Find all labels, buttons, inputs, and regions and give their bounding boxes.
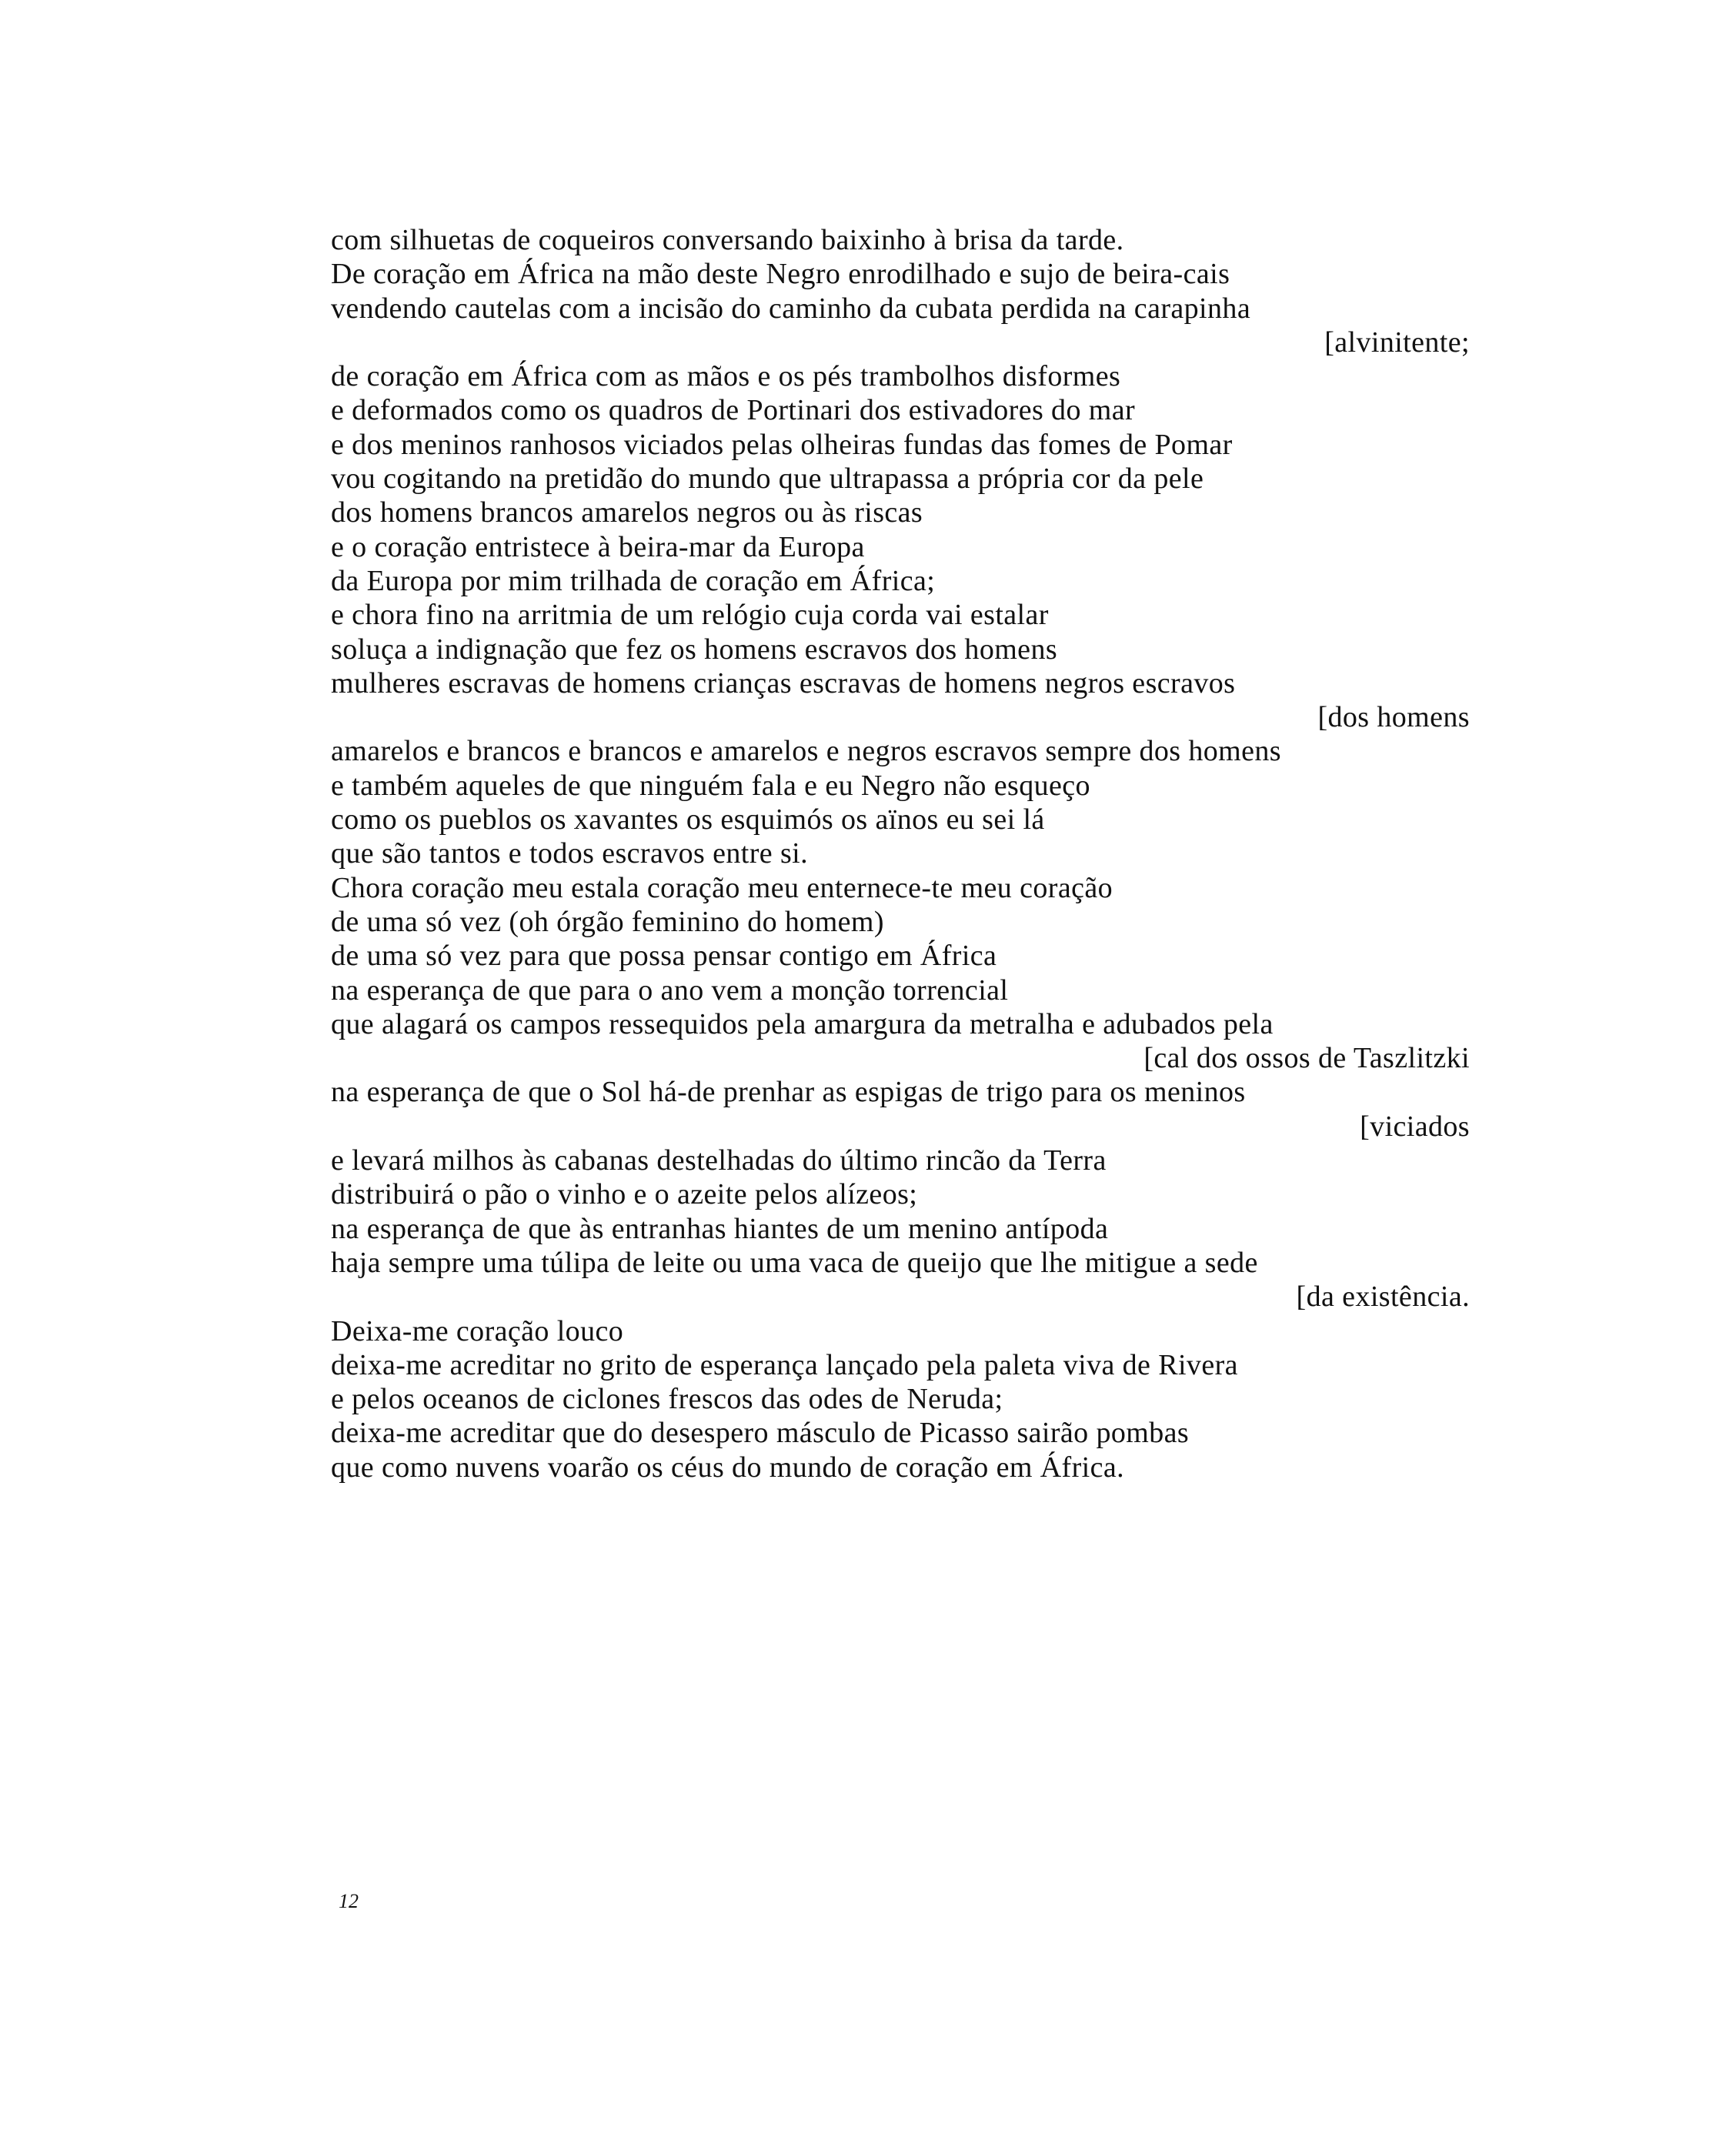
poem-line: mulheres escravas de homens crianças escravas de homens negros escravos — [331, 666, 1236, 700]
poem-line: que como nuvens voarão os céus do mundo de coração em África. — [331, 1451, 1125, 1484]
poem-line-continuation: [alvinitente; — [1324, 326, 1470, 359]
poem-line: Chora coração meu estala coração meu enternece-te meu coração — [331, 871, 1113, 904]
poem-line: dos homens brancos amarelos negros ou às riscas — [331, 496, 923, 529]
poem-line: amarelos e brancos e brancos e amarelos e negros escravos sempre dos homens — [331, 735, 1281, 768]
poem-line: Deixa-me coração louco — [331, 1314, 624, 1347]
poem-line-continuation: [viciados — [1360, 1110, 1470, 1143]
poem-line: de uma só vez (oh órgão feminino do homem) — [331, 905, 884, 938]
poem-line: na esperança de que para o ano vem a monção torrencial — [331, 973, 1009, 1007]
poem-line: na esperança de que o Sol há-de prenhar as espigas de trigo para os meninos — [331, 1076, 1246, 1109]
poem-line: De coração em África na mão deste Negro enrodilhado e sujo de beira-cais — [331, 258, 1230, 291]
poem-line: deixa-me acreditar no grito de esperança lançado pela paleta viva de Rivera — [331, 1348, 1238, 1381]
poem-line: e dos meninos ranhosos viciados pelas olheiras fundas das fomes de Pomar — [331, 428, 1233, 461]
poem-line: como os pueblos os xavantes os esquimós os aïnos eu sei lá — [331, 803, 1045, 836]
poem-line: com silhuetas de coqueiros conversando baixinho à brisa da tarde. — [331, 224, 1124, 256]
poem-line: que são tantos e todos escravos entre si. — [331, 837, 809, 870]
poem-line-continuation: [cal dos ossos de Taszlitzki — [1143, 1042, 1470, 1075]
poem-line: vendendo cautelas com a incisão do caminho da cubata perdida na carapinha — [331, 292, 1251, 325]
poem-line: e chora fino na arritmia de um relógio cuja corda vai estalar — [331, 599, 1049, 632]
poem-line: que alagará os campos ressequidos pela amargura da metralha e adubados pela — [331, 1007, 1274, 1040]
poem-body — [331, 223, 1470, 1484]
poem-line: e deformados como os quadros de Portinari dos estivadores do mar — [331, 394, 1136, 427]
poem-line: e o coração entristece à beira-mar da Europa — [331, 530, 865, 563]
page-number: 12 — [339, 1890, 359, 1912]
poem-line: vou cogitando na pretidão do mundo que ultrapassa a própria cor da pele — [331, 462, 1204, 496]
poem-line-continuation: [dos homens — [1317, 701, 1470, 734]
poem-line: e pelos oceanos de ciclones frescos das odes de Neruda; — [331, 1383, 1003, 1416]
poem-line: deixa-me acreditar que do desespero másculo de Picasso sairão pombas — [331, 1417, 1190, 1450]
poem-line: soluça a indignação que fez os homens escravos dos homens — [331, 633, 1058, 666]
poem-line: da Europa por mim trilhada de coração em África; — [331, 564, 936, 597]
poem-line-continuation: [da existência. — [1296, 1281, 1470, 1314]
poem-line: haja sempre uma túlipa de leite ou uma vaca de queijo que lhe mitigue a sede — [331, 1246, 1258, 1279]
poem-line: e também aqueles de que ninguém fala e eu Negro não esqueço — [331, 769, 1090, 802]
poem-line: de uma só vez para que possa pensar contigo em África — [331, 940, 997, 973]
poem-line: e levará milhos às cabanas destelhadas do último rincão da Terra — [331, 1144, 1107, 1177]
poem-line: distribuirá o pão o vinho e o azeite pelos alízeos; — [331, 1178, 918, 1211]
poem-line: na esperança de que às entranhas hiantes de um menino antípoda — [331, 1212, 1109, 1245]
poem-line: de coração em África com as mãos e os pés trambolhos disformes — [331, 360, 1121, 393]
